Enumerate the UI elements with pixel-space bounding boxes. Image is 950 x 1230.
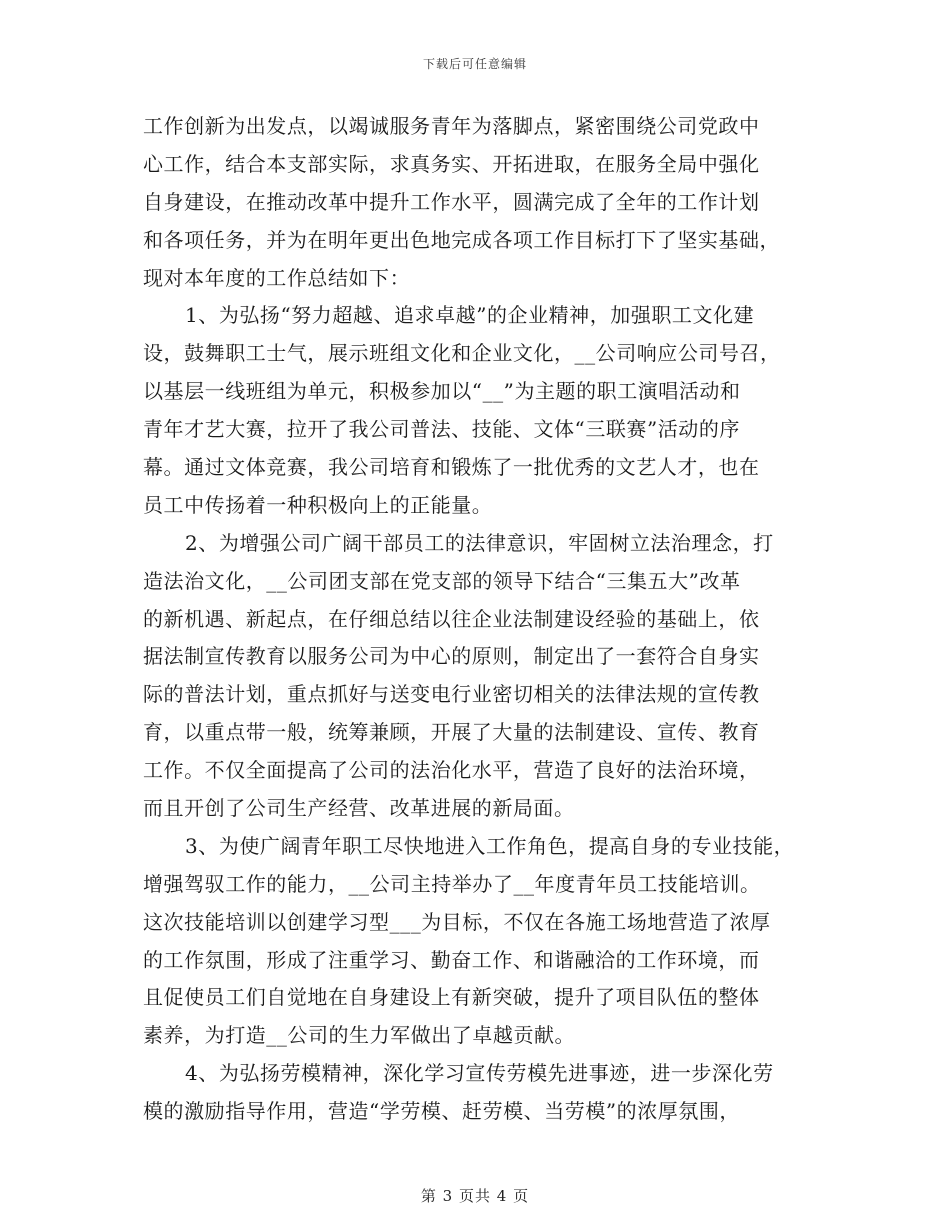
- text-line: 自身建设，在推动改革中提升工作水平，圆满完成了全年的工作计划: [143, 189, 760, 214]
- text-line: 幕。通过文体竞赛，我公司培育和锻炼了一批优秀的文艺人才，也在: [143, 455, 760, 480]
- page-number: 第 3 页共 4 页: [420, 1187, 530, 1205]
- text-line: 据法制宣传教育以服务公司为中心的原则，制定出了一套符合自身实: [143, 644, 760, 669]
- text-line: 3、为使广阔青年职工尽快地进入工作角色，提高自身的专业技能，: [185, 833, 795, 858]
- text-line: 增强驾驭工作的能力，__公司主持举办了__年度青年员工技能培训。: [143, 871, 761, 896]
- text-line: 际的普法计划，重点抓好与送变电行业密切相关的法律法规的宣传教: [143, 682, 760, 707]
- paragraph-intro: [143, 108, 823, 297]
- text-line: 育，以重点带一般，统筹兼顾，开展了大量的法制建设、宣传、教育: [143, 720, 760, 745]
- paragraph-item-1: [143, 297, 823, 524]
- document-body: [143, 108, 823, 1131]
- text-line: 现对本年度的工作总结如下：: [143, 265, 411, 290]
- paragraph-item-4: [143, 1055, 823, 1131]
- text-line: 1、为弘扬“努力超越、追求卓越”的企业精神，加强职工文化建: [185, 303, 755, 328]
- text-line: 这次技能培训以创建学习型___为目标，不仅在各施工场地营造了浓厚: [143, 909, 771, 934]
- text-line: 青年才艺大赛，拉开了我公司普法、技能、文体“三联赛”活动的序: [143, 417, 740, 442]
- paragraph-item-2: [143, 525, 823, 828]
- text-line: 员工中传扬着一种积极向上的正能量。: [143, 492, 493, 517]
- text-line: 工作创新为出发点，以竭诚服务青年为落脚点，紧密围绕公司党政中: [143, 114, 760, 138]
- text-line: 和各项任务，并为在明年更出色地完成各项工作目标打下了坚实基础，: [143, 227, 781, 252]
- text-line: 工作。不仅全面提高了公司的法治化水平，营造了良好的法治环境，: [143, 758, 760, 783]
- paragraph-item-3: [143, 828, 823, 1055]
- text-line: 而且开创了公司生产经营、改革进展的新局面。: [143, 796, 575, 821]
- text-line: 以基层一线班组为单元，积极参加以“__”为主题的职工演唱活动和: [143, 379, 741, 404]
- text-line: 素养，为打造__公司的生力军做出了卓越贡献。: [143, 1023, 576, 1048]
- text-line: 的工作氛围，形成了注重学习、勤奋工作、和谐融洽的工作环境，而: [143, 947, 760, 972]
- text-line: 设，鼓舞职工士气，展示班组文化和企业文化，__公司响应公司号召，: [143, 341, 781, 366]
- text-line: 心工作，结合本支部实际，求真务实、开拓进取，在服务全局中强化: [143, 151, 760, 176]
- text-line: 造法治文化，__公司团支部在党支部的领导下结合“三集五大”改革: [143, 568, 741, 593]
- text-line: 且促使员工们自觉地在自身建设上有新突破，提升了项目队伍的整体: [143, 985, 760, 1010]
- text-line: 2、为增强公司广阔干部员工的法律意识，牢固树立法治理念，打: [185, 530, 774, 555]
- text-line: 模的激励指导作用，营造“学劳模、赶劳模、当劳模”的浓厚氛围，: [143, 1099, 740, 1124]
- text-line: 的新机遇、新起点，在仔细总结以往企业法制建设经验的基础上，依: [143, 606, 760, 631]
- text-line: 4、为弘扬劳模精神，深化学习宣传劳模先进事迹，进一步深化劳: [185, 1061, 774, 1086]
- page-header: 下载后可任意编辑: [422, 57, 527, 71]
